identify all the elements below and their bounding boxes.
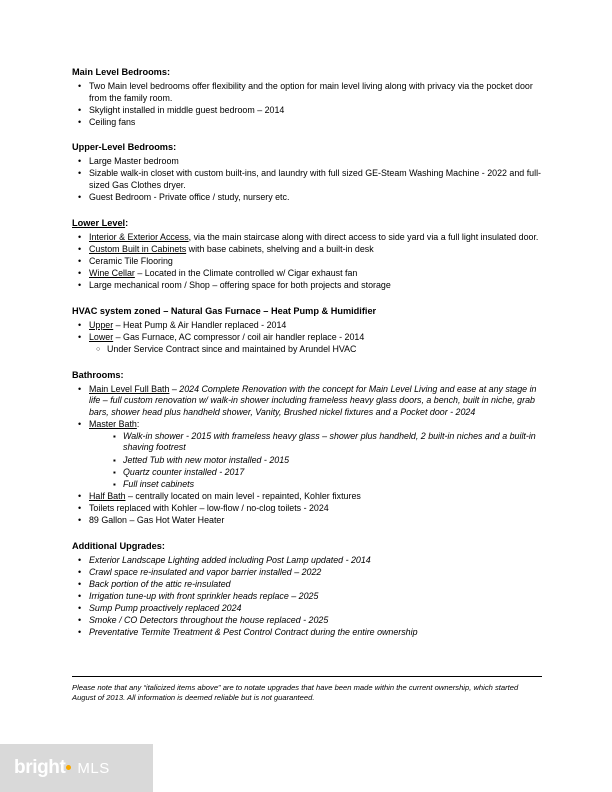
list-item-text: Ceiling fans — [89, 116, 136, 127]
list-item-text: Exterior Landscape Lighting added including Post Lamp updated - 2014 — [89, 554, 371, 565]
list-item-text: Preventative Termite Treatment & Pest Control Contract during the entire ownership — [89, 627, 418, 638]
list-item — [108, 455, 542, 467]
sub-bullet-list — [90, 344, 542, 356]
watermark-brand — [14, 757, 72, 779]
list-item — [72, 320, 542, 332]
list-item-text: Jetted Tub with new motor installed - 2015 — [123, 454, 290, 465]
list-item — [108, 467, 542, 479]
bright-mls-watermark — [0, 744, 153, 792]
watermark-brand-text: bright — [14, 757, 66, 778]
list-item — [72, 491, 542, 503]
bullet-list — [72, 156, 542, 203]
list-item — [72, 81, 542, 104]
section-upper-level-bedrooms — [72, 141, 542, 203]
bullet-list — [72, 491, 542, 527]
list-item — [72, 603, 542, 615]
list-item — [72, 567, 542, 579]
section-heading-text: Bathrooms: — [72, 369, 124, 380]
list-item-text: – 2024 Complete Renovation with the concept for Main Level Living and ease at any stage in life – full custom renovation w/ walk-in shower including frameless heavy glass doors, a bench, built in niche, grab bars, shower head plus handheld shower, Vanity, Brushed nickel fixtures and a Pocket door - 2024 — [89, 383, 537, 417]
list-item-text: , via the main staircase along with direct access to side yard via a full light insulated door. — [188, 231, 539, 242]
bullet-list — [72, 81, 542, 128]
list-item-text: Skylight installed in middle guest bedroom – 2014 — [89, 104, 285, 115]
list-item — [90, 344, 542, 356]
list-item-text: Walk-in shower - 2015 with frameless heavy glass – shower plus handheld, 2 built-in niches and a built-in shaving footrest — [123, 430, 536, 453]
list-item-text: Smoke / CO Detectors throughout the house replaced - 2025 — [89, 615, 329, 626]
list-item — [72, 117, 542, 129]
list-item — [72, 579, 542, 591]
list-item — [72, 555, 542, 567]
watermark-dot-icon — [66, 765, 71, 770]
list-item — [72, 627, 542, 639]
list-item-text: Under Service Contract since and maintained by Arundel HVAC — [107, 343, 357, 354]
list-item-text: 89 Gallon – Gas Hot Water Heater — [89, 515, 225, 526]
list-item-underlined-lead: Master Bath — [89, 418, 137, 429]
bullet-list — [72, 232, 542, 292]
list-item-text: – Located in the Climate controlled w/ Cigar exhaust fan — [134, 268, 358, 279]
list-item-text: Crawl space re-insulated and vapor barrier installed – 2022 — [89, 566, 322, 577]
document-body — [72, 66, 542, 652]
list-item-underlined-lead: Half Bath — [89, 490, 126, 501]
list-item — [72, 192, 542, 204]
section-bathrooms — [72, 369, 542, 527]
list-item-underlined-lead: Custom Built in Cabinets — [89, 243, 187, 254]
list-item — [108, 479, 542, 491]
section-lower-level — [72, 217, 542, 292]
list-item-underlined-lead: Wine Cellar — [89, 268, 135, 279]
list-item-underlined-lead: Interior & Exterior Access — [89, 231, 189, 242]
bullet-list — [72, 384, 542, 431]
list-item — [72, 419, 542, 431]
section-heading-text: Upper-Level Bedrooms: — [72, 142, 177, 153]
list-item-text: : — [136, 418, 140, 429]
list-item-underlined-lead: Main Level Full Bath — [89, 383, 170, 394]
list-item — [72, 256, 542, 268]
list-item — [72, 332, 542, 344]
list-item — [108, 431, 542, 454]
list-item-text: Sump Pump proactively replaced 2024 — [89, 603, 242, 613]
list-item — [72, 384, 542, 419]
section-heading — [72, 141, 542, 153]
list-item-text: Sizable walk-in closet with custom built-ins, and laundry with full sized GE-Steam Washing Machine - 2022 and full-sized Gas Clothes dryer. — [89, 168, 542, 191]
watermark-suffix: MLS — [77, 759, 110, 777]
section-heading-text: Main Level Bedrooms: — [72, 67, 171, 77]
list-item — [72, 615, 542, 627]
list-item-text: Toilets replaced with Kohler – low-flow / no-clog toilets - 2024 — [89, 502, 329, 513]
section-additional-upgrades — [72, 540, 542, 639]
section-heading-text: HVAC system zoned — [72, 305, 161, 316]
list-item — [72, 591, 542, 603]
list-item-text: – centrally located on main level - repainted, Kohler fixtures — [125, 490, 361, 501]
list-item-text: Large mechanical room / Shop – offering space for both projects and storage — [89, 280, 391, 291]
section-heading-suffix: : — [125, 217, 129, 228]
list-item — [72, 503, 542, 515]
section-heading-text: Lower Level — [72, 217, 126, 228]
list-item — [72, 168, 542, 191]
section-main-level-bedrooms — [72, 66, 542, 128]
list-item-text: Guest Bedroom - Private office / study, nursery etc. — [89, 192, 290, 203]
list-item — [72, 156, 542, 168]
list-item-text: – Gas Furnace, AC compressor / coil air handler replace - 2014 — [113, 331, 365, 342]
bullet-list — [72, 555, 542, 639]
list-item-text: Large Master bedroom — [89, 156, 179, 167]
section-heading-suffix: – Natural Gas Furnace – Heat Pump & Humidifier — [160, 305, 377, 316]
sub-bullet-list — [108, 431, 542, 490]
section-heading-suffix: : — [161, 540, 165, 551]
list-item — [72, 232, 542, 244]
list-item-text: Back portion of the attic re-insulated — [89, 578, 231, 589]
list-item-underlined-lead: Upper — [89, 319, 114, 330]
section-heading — [72, 66, 542, 78]
section-heading — [72, 369, 542, 381]
list-item — [72, 244, 542, 256]
list-item — [72, 280, 542, 292]
list-item-text: – Heat Pump & Air Handler replaced - 2014 — [113, 319, 287, 330]
list-item-text: with base cabinets, shelving and a built-in desk — [186, 243, 374, 254]
section-heading — [72, 305, 542, 317]
bullet-list — [72, 320, 542, 344]
list-item-text: Quartz counter installed - 2017 — [123, 466, 245, 477]
list-item — [72, 268, 542, 280]
section-hvac — [72, 305, 542, 356]
list-item-text: Ceramic Tile Flooring — [89, 255, 173, 266]
list-item-text: Two Main level bedrooms offer flexibility and the option for main level living along with privacy via the pocket door from the family room. — [89, 81, 533, 103]
footnote: Please note that any “italicized items above” are to notate upgrades that have been made within the current ownership, which started August of 2013. All information is deemed reliable but is not guaranteed. — [72, 676, 542, 703]
list-item-underlined-lead: Lower — [89, 331, 114, 342]
list-item-text: Full inset cabinets — [123, 478, 195, 489]
list-item — [72, 515, 542, 527]
section-heading — [72, 217, 542, 229]
list-item — [72, 105, 542, 117]
list-item-text: Irrigation tune-up with front sprinkler heads replace – 2025 — [89, 590, 319, 601]
section-heading-text: Additional Upgrades — [72, 540, 162, 551]
section-heading — [72, 540, 542, 552]
